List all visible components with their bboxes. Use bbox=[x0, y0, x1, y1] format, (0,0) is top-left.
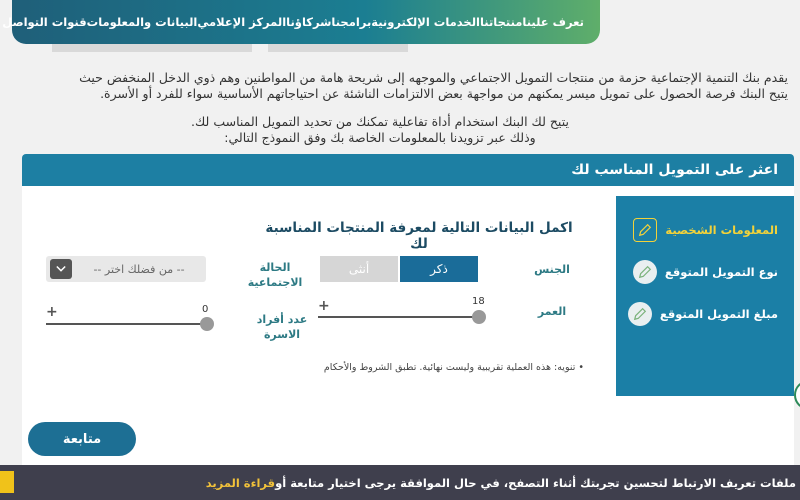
panel-title: اعثر على التمويل المناسب لك bbox=[22, 154, 794, 186]
cookie-accept-button[interactable] bbox=[0, 471, 14, 493]
step-finance-amount[interactable] bbox=[628, 302, 778, 326]
gender-label: الجنس bbox=[534, 263, 570, 276]
top-navigation bbox=[2, 0, 600, 44]
steps-sidebar bbox=[616, 196, 794, 396]
family-slider-handle[interactable] bbox=[200, 317, 214, 331]
submenu-strip bbox=[268, 44, 408, 52]
form-title: اكمل البيانات التالية لمعرفة المنتجات المناسبة لك bbox=[265, 220, 573, 252]
step-finance-type[interactable] bbox=[633, 260, 778, 284]
intro-instructions bbox=[160, 114, 600, 146]
age-value: 18 bbox=[472, 296, 485, 307]
nav-item-media-center[interactable]: المركز الإعلامي bbox=[197, 15, 287, 29]
disclaimer-note: • تنويه: هذه العملية تقريبية وليست نهائية. تطبق الشروط والأحكام bbox=[323, 362, 584, 373]
read-more-link[interactable]: قراءة المزيد bbox=[205, 475, 276, 490]
intro-line: يتيح لك البنك استخدام أداة تفاعلية تمكنك من تحديد التمويل المناسب لك. bbox=[191, 114, 569, 129]
nav-item-partners[interactable]: شركاؤنا bbox=[286, 15, 332, 29]
age-increase-icon[interactable]: + bbox=[318, 298, 330, 314]
step-personal-info[interactable] bbox=[633, 218, 778, 242]
scroll-to-top-button[interactable] bbox=[794, 380, 800, 410]
edit-icon bbox=[633, 260, 657, 284]
intro-paragraph: يقدم بنك التنمية الإجتماعية حزمة من منتجات التمويل الاجتماعي والموجهه إلى شريحة هامة من المواطنين وهم ذوي الدخل المنخفض حيث يتيح البنك فرصة الحصول على تمويل ميسر يمكنهم من مواجهة بعض الالتزامات الناشئة عن احتياجاتهم الأساسية سواء للفرد أو الأسرة. bbox=[79, 70, 788, 101]
nav-item-programs[interactable]: برامجنا bbox=[331, 15, 372, 29]
age-slider-handle[interactable] bbox=[472, 310, 486, 324]
nav-item-products[interactable]: منتجاتنا bbox=[479, 15, 523, 29]
cookie-banner bbox=[0, 465, 800, 500]
gender-male-option[interactable]: ذكر bbox=[400, 256, 478, 282]
marital-status-select[interactable] bbox=[46, 256, 206, 282]
chevron-down-icon bbox=[50, 259, 72, 279]
nav-item-data[interactable]: البيانات والمعلومات bbox=[86, 15, 198, 29]
age-label: العمر bbox=[537, 305, 567, 318]
gender-female-option[interactable]: أنثى bbox=[320, 256, 398, 282]
nav-item-contact[interactable]: قنوات التواصل bbox=[2, 15, 87, 29]
nav-item-e-services[interactable]: الخدمات الإلكترونية bbox=[371, 15, 480, 29]
marital-status-label: الحالة الاجتماعية bbox=[247, 261, 303, 289]
submenu-strip bbox=[52, 44, 252, 52]
marital-status-value: -- من فضلك اختر -- bbox=[93, 262, 185, 276]
family-increase-icon[interactable]: + bbox=[46, 304, 58, 320]
family-slider-track[interactable] bbox=[46, 323, 208, 325]
step-label: نوع التمويل المتوقع bbox=[664, 265, 778, 279]
cookie-text: ملفات تعريف الارتباط لتحسين تجربتك أثناء التصفح، في حال الموافقة يرجى اختيار متابعة أو bbox=[275, 475, 796, 490]
step-label: المعلومات الشخصية bbox=[665, 223, 778, 237]
family-size-label: عدد أفراد الاسرة bbox=[256, 313, 308, 341]
nav-item-about[interactable]: تعرف علينا bbox=[522, 15, 584, 29]
finance-finder-panel bbox=[22, 154, 794, 466]
edit-icon bbox=[633, 218, 657, 242]
intro-line: وذلك عبر تزويدنا بالمعلومات الخاصة بك وفق النموذج التالي: bbox=[224, 130, 536, 145]
age-slider-track[interactable] bbox=[318, 316, 480, 318]
edit-icon bbox=[628, 302, 652, 326]
continue-button[interactable]: متابعة bbox=[28, 422, 136, 456]
family-size-value: 0 bbox=[202, 304, 209, 315]
step-label: مبلغ التمويل المتوقع bbox=[659, 307, 778, 321]
